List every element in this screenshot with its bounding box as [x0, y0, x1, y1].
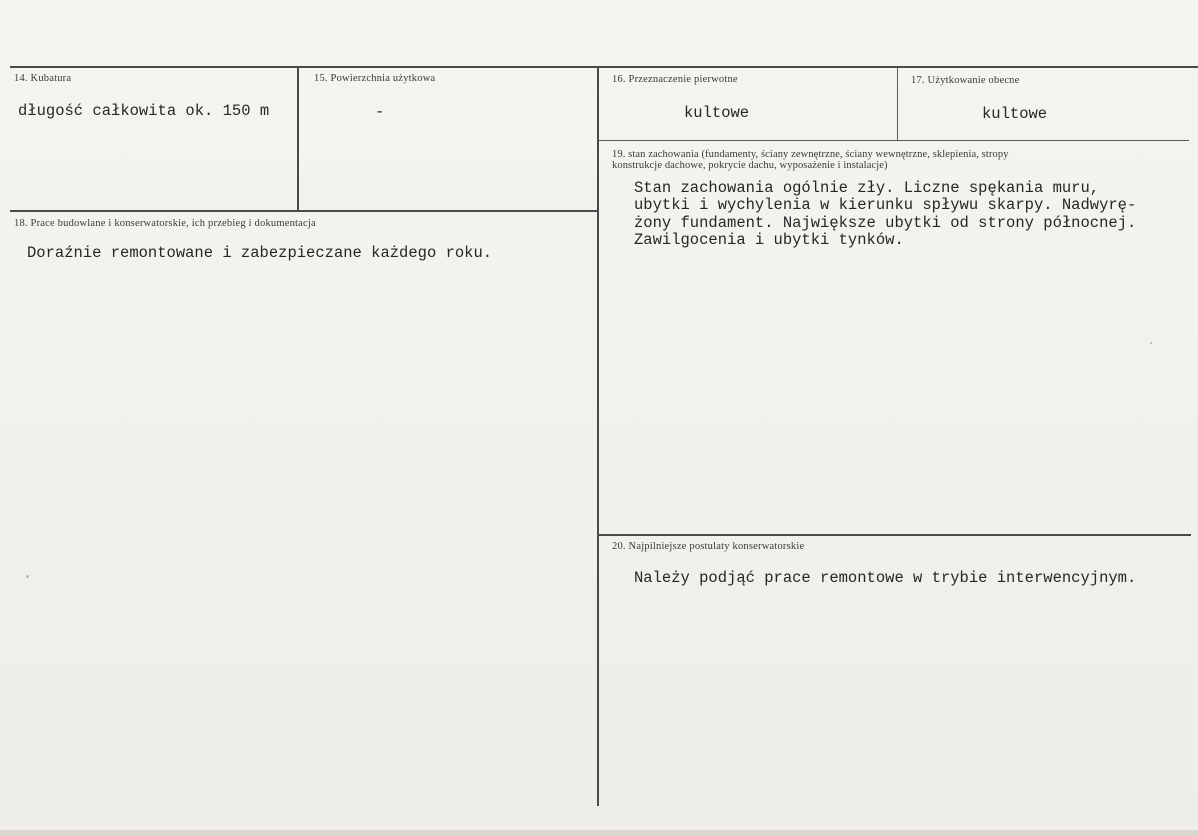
field-19-label-line-1: 19. stan zachowania (fundamenty, ściany zewnętrzne, ściany wewnętrzne, sklepienia, stropy: [612, 149, 1009, 160]
rule-under-14-15: [10, 210, 597, 212]
field-18-label: 18. Prace budowlane i konserwatorskie, ich przebieg i dokumentacja: [14, 218, 316, 229]
field-20-label: 20. Najpilniejsze postulaty konserwatorskie: [612, 541, 805, 552]
divider-16-17: [897, 68, 898, 140]
rule-above-20: [599, 534, 1191, 536]
field-17-label: 17. Użytkowanie obecne: [911, 75, 1020, 86]
field-19-label: [612, 149, 1192, 171]
field-18-value: Doraźnie remontowane i zabezpieczane każdego roku.: [27, 244, 493, 262]
field-19-label-line-2: konstrukcje dachowe, pokrycie dachu, wyposażenie i instalacje): [612, 160, 888, 171]
rule-under-16-17: [599, 140, 1189, 141]
field-19-line-3: żony fundament. Największe ubytki od strony północnej.: [634, 213, 1137, 232]
field-19-line-4: Zawilgocenia i ubytki tynków.: [634, 230, 904, 249]
field-19-line-1: Stan zachowania ogólnie zły. Liczne spękania muru,: [634, 179, 1100, 197]
field-16-label: 16. Przeznaczenie pierwotne: [612, 74, 738, 85]
field-19-value: [634, 180, 1136, 249]
paper-speck: [26, 575, 29, 578]
paper-speck: [1150, 342, 1152, 344]
center-divider: [597, 66, 599, 806]
field-14-label: 14. Kubatura: [14, 73, 72, 84]
field-15-value: -: [375, 103, 385, 121]
field-20-value: Należy podjąć prace remontowe w trybie interwencyjnym.: [634, 569, 1137, 587]
card-bottom-edge: [0, 830, 1198, 836]
field-17-value: kultowe: [982, 105, 1048, 123]
field-15-label: 15. Powierzchnia użytkowa: [314, 73, 436, 84]
top-rule: [10, 66, 1198, 68]
field-19-line-2: ubytki i wychylenia w kierunku spływu skarpy. Nadwyrę-: [634, 196, 1137, 215]
field-14-value: długość całkowita ok. 150 m: [18, 102, 270, 120]
divider-14-15: [297, 68, 299, 210]
field-16-value: kultowe: [684, 104, 750, 122]
